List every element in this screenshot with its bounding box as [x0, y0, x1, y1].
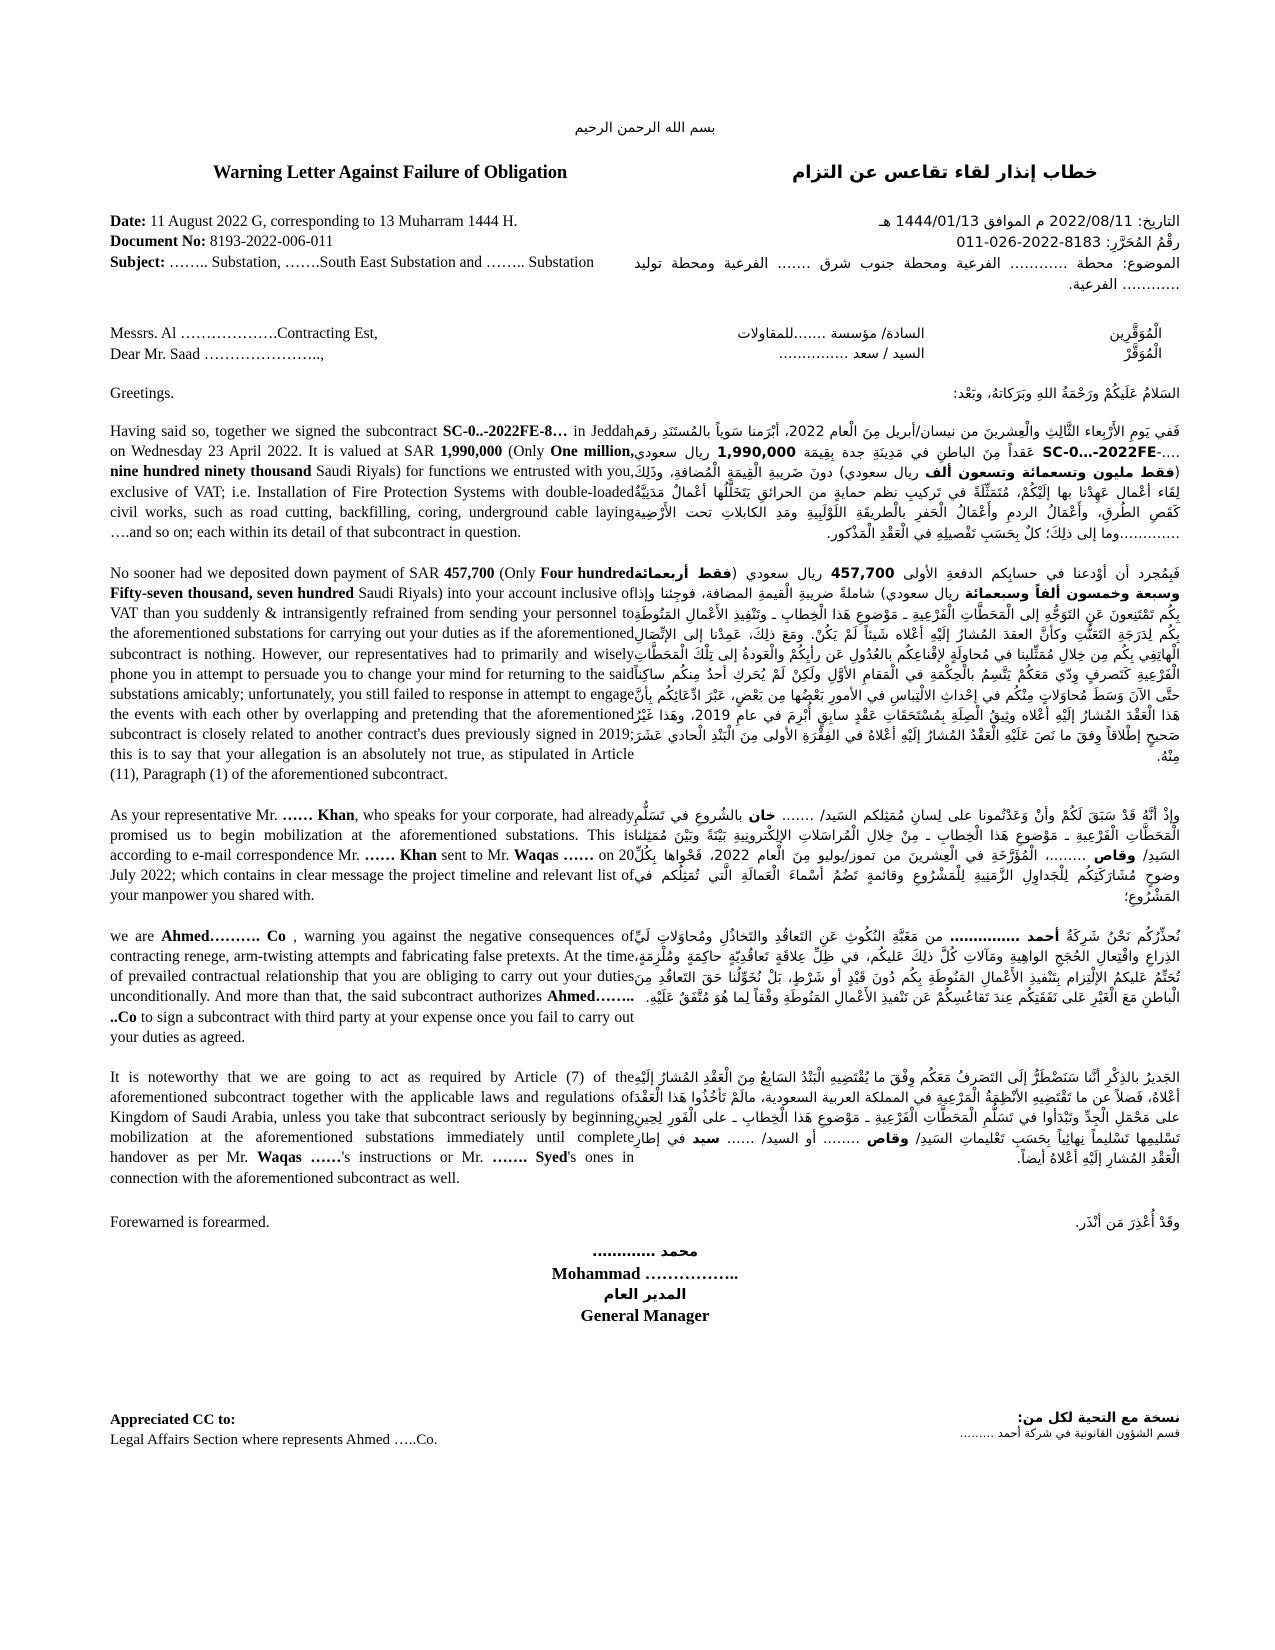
- signature-block: [110, 1243, 1180, 1328]
- dear-line-ar: السيد / سعد ……………: [778, 346, 925, 363]
- paragraph-text-en: As your representative Mr. …… Khan, who speaks for your corporate, had already promised us to begin mobilization at the aforementioned substations. This is according to e-mail correspondence Mr. …… Khan sent to Mr. Waqas …… on 20 July 2022; which contains in clear message the project timeline and relevant list of your manpower you shared with.: [110, 806, 635, 905]
- paragraph-ar: [634, 1068, 1180, 1187]
- document-title-row: [110, 162, 1180, 184]
- paragraph-text-en: Having said so, together we signed the subcontract SC-0..-2022FE-8… in Jeddah on Wednesday 23 April 2022. It is valued at SAR 1,990,000 (Only One million, nine hundred ninety thousand Saudi Riyals) for functions we entrusted with you, exclusive of VAT; i.e. Installation of Fire Protection Systems with double-loaded civil works, such as road cutting, backfilling, coring, underground cable laying ….and so on; each within its detail of that subcontract in question.: [110, 423, 635, 541]
- meta-subject-en: [110, 253, 634, 273]
- addressee-block: [110, 324, 1180, 366]
- paragraph-text-ar: الجَديرُ بالذِكْرِ أنَّنا سَنَضْطَرُّ إلَى التَصَرفُ مَعَكُم وِفْقَ ما يُقْتَضِيهِ الْبَنْدُ السَابِعُ مِنَ الْعَقْدِ المُشارُ إلَيْهِ أعْلاهُ، فَضلاً عن ما تَقْتَضِيهِ الأنْظِمَةُ الْمَرْعِيةِ في المملكة العربية السعودية، مالَمْ تَأخُذُوا هَذا الْعَقْدَ على مَحْمَلِ الْجِدِّ وتَبْدَأوا في تَسَلُّمِ الْمَحَطَّاتِ الْفَرْعِيةِ ـ مَوْضوعِ هَذا الْخِطابِ ـ على الْفَورِ لِحِينِ تَسْليمِها تَسْليماً نِهائِياً بِحَسَبِ تَعْليماتِ السَيدِ/ وقاص …….. أو السيد/ …… سيد في إطارِ الْعَقْدِ المُشارِ إلَيْهِ أعْلاهُ أيضاً.: [634, 1069, 1180, 1168]
- basmala-line: بسم الله الرحمن الرحيم: [574, 120, 716, 136]
- date-value-en: 11 August 2022 G, corresponding to 13 Muharram 1444 H.: [150, 213, 518, 230]
- meta-ar-block: [634, 212, 1180, 296]
- paragraph-en: [110, 422, 634, 561]
- footer-cc-block: [110, 1410, 1180, 1451]
- dear-line-ar-row: [628, 344, 1180, 364]
- greetings-ar: السَلامُ عَلَيكُمْ ورَحْمَةُ اللهِ وبَرَكاتهُ، وبَعْد:: [953, 385, 1180, 402]
- messrs-line-ar: السادة/ مؤسسة …….للمقاولات: [737, 326, 925, 343]
- cc-title-en: Appreciated CC to:: [110, 1411, 236, 1428]
- date-label-en: Date:: [110, 213, 147, 230]
- page-title-ar: خطاب إنذار لقاء تقاعس عن التزام: [792, 162, 1098, 183]
- paragraph-text-ar: وإذْ أنَّهُ قَدْ سَبَقَ لَكُمْ وأنْ وَعَدْتُمونا على لِسانِ مُمَثِلكم السَيد/ ……. خان بالشُروعِ في تَسَلُّمِ الْمَحَطَّاتِ الْفَرْعِيةِ ـ مَوْضوعِ هَذا الْخِطابِ ـ مِنْ خِلالِ الْمُراسَلاتِ الإلِكْترونِيةِ بَيْنَةً وبَيْنَ مُمَثِلنا السَيدِ/ وقاص ……..، الْمُؤَرَّخَةِ في الْعِشرينَ من تموز/يوليو مِنَ الْعام 2022، فَحْواها بِكُلِّ وضوحٍ مُشَارَكَتِكُم لِلْجَداوِلِ الزَّمَنِيةِ لِلْمَشْرُوعِ وقائمةٍ تَضُمُ أسْماءَ الْعَمالَةِ الَّتي تُمَثِلُكم في المَشْرُوعِ؛: [634, 807, 1180, 905]
- paragraph-text-ar: فَبِمُجرد أن أوْدعنا في حسابِكم الدفعةِ الأولى 457,700 ريال سعودي (فقط أربعمائة وسبعة وخمسون ألفاً وسبعمائة ريال سعودي) شاملةً ضريبةِ الْقيمةِ المضافة، فوجِئنا وإذا بِكُم تَمْتَنِعونَ عَنِ التَوَجُّهِ إلى الْمَحَطَّاتِ الْفَرْعِيةِ ـ مَوْضوعِ هَذا الْخِطابِ ـ وتَنْفِيذِ الأَعْمالِ المَنُوطَةِ بِكُم لِدَرَجَةِ التَعَنُّتِ وكأنَّ العقدَ المُشارُ إلَيْهِ أعْلاه شَيئاً لَمْ يَكُنْ. ومَعَ ذلِكَ، عَمِدْنا إلى الإتِّصَالِ الْهاتِفِي بِكُم مِن خِلالِ مُمَثِّلينا في مُحاولَةٍ لإقْناعِكُم بالعُدُولِ عَن رأيِكُمْ والْعَودةُ إلى تِلْكَ الْمَحَطَّاتِ الْفَرْعِيةِ كَتَصرفٍ وِدّي مَعَكُمْ يَتَّسِمُ بالْحِكْمَةِ في الْمَقامِ الأوَّلِ ولَكِنْ لَمْ يُحَركِ أحدٌ مِنكُم ساكِناً حتَّى الآنَ وَسَطَ مُحاوَلاتٍ مِنْكُم في إحْداثِ الالْتِباسِ في الأمورِ بَعْضُها مِن بَعْضٍ، عَبْرَ ادِّعَائِكُم بِأنَّ هَذا الْعَقْدَ المُشارُ إلَيْهِ أعْلاه وثِيقُ الْصِلَةِ بِمُسْتَحَقَاتِ عَقْدٍ سابِقٍ أُبْرِمَ في عامِ 2019، وهَذا غَيْرُ صَحيحٍ إطْلاقاً وِفقَ ما نَصَ عَلَيْهِ الْعَقْدُ المُشارُ إلَيْهِ أعْلاهُ في الفِقْرَةِ الأولى مِنَ الْبَنْدِ الْحادي عَشَرَ مِنْهُ.: [634, 565, 1180, 765]
- cc-title-ar: نسخة مع التحية لكل من:: [1017, 1409, 1180, 1426]
- meta-subject-ar: الموضوع: محطة ………… الفرعية ومحطة جنوب شرق ……. الفرعية ومحطة توليد ………… الفرعية.: [634, 256, 1180, 294]
- meta-en-block: [110, 212, 634, 273]
- paragraph-pair: [110, 806, 1180, 925]
- paragraph-text-en: It is noteworthy that we are going to act as required by Article (7) of the aforementioned subcontract together with the applicable laws and regulations of Kingdom of Saudi Arabia, unless you take that subcontract seriously by beginning mobilization at the aforementioned substations immediately until complete handover as per Mr. Waqas ……'s instructions or Mr. ……. Syed's ones in connection with the aforementioned subcontract as well.: [110, 1068, 635, 1187]
- greetings-en: Greetings.: [110, 384, 175, 402]
- cc-body-en: Legal Affairs Section where represents Ahmed …..Co.: [110, 1431, 438, 1448]
- meta-docno-ar: رقْمُ المُحَرَّرِ: 8183-2022-026-011: [956, 235, 1180, 252]
- page-title-en: Warning Letter Against Failure of Obligation: [212, 163, 568, 183]
- messrs-honorific-ar: الْمُوَقَّرِين: [1109, 326, 1162, 343]
- dear-honorific-ar: الْمُوَقَّرْ: [1124, 346, 1162, 363]
- cc-en: [110, 1410, 670, 1451]
- paragraph-text-ar: فَفي يَومِ الأَرْبِعاء الثَّالِثِ والْعِشرينَ من نيسان/أبريل مِنَ الْعام 2022، أبْرَمنا سَوياً بالمُستَنَدِ رقم ….-SC-0…-2022FE عَقداً مِنَ الباطنِ في مَدِينَةِ جدة بِقِيمَة 1,990,000 ريال سعودي (فقط مليون وتسعمائة وتسعون ألف ريال سعودي) دونَ ضَريبةِ الْقِيمَةِ الْمُضافةِ، وذَلِكَ لِقَاء أعْمال عَهِدْنا بها إلَيْكُمْ، مُتَمَثِّلَةً في تَركيبِ نظم حمايةٍ من الحرائقِ يَتَخَلَّلُها أعْمالٌ مَدَنِيَّةٌ كَقَصِ الطُرقِ، وأَعْمَالُ الردمِ وأَعْمَالُ الْحَفرِ بالْطريقَةِ اللَوْلَبِيةِ ومَدِ الكابلاتِ تحت الأَرْضِية ………….وما إلى ذلِكَ؛ كلٌ بِحَسَبِ تَفْصيلِهِ في الْعَقْدِ الْمَذْكور.: [634, 424, 1181, 542]
- signature-title-ar: المدير العام: [603, 1286, 687, 1303]
- messrs-line-en: Messrs. Al ……………….Contracting Est,: [110, 325, 378, 343]
- paragraph-text-ar: نُحذِّرُكُم نَحْنُ شَرِكَةُ أحمد …………… من مَغَبَّةِ النُكُوثِ عَنِ التَعاقُدِ والتَخاذُلِ ومُحاوَلاتِ لَيِّ الذِراعِ وافْتِعالِ الحُجَجِ الواهِيةِ ومَآلاتِ كُلَّ ذلِكَ عَليكُم، في ظِلِّ عِلاقَةٍ تَعاقُدِيّةٍ حاكِمَةٍ ومُلْزِمَةٍ، تُحَتِّمُ عَليكمُ الإلْتِزام بِتَنْفيذِ الأَعْمالِ المَنُوطَةِ بِكُم دُونَ قَيْدٍ أو شَرْطٍ، بَلْ نُخَوِّلُنا حَقَ التَعاقُدِ مِنَ الْباطنِ مَعَ الْغَيْرِ عَلى نَفَقَتِكُم عِندَ تَقاعُسِكُمْ عَن تَنْفيذِ الأَعْمالِ المَنُوطَةِ وفْقاً لِما هُوَ مُتَّفَقٌ عَلَيْهِ.: [634, 929, 1180, 1006]
- paragraph-ar: [634, 422, 1180, 562]
- paragraph-ar: [634, 564, 1180, 785]
- spacer: [110, 408, 1180, 422]
- messrs-line-ar-row: [628, 324, 1180, 344]
- spacer: [110, 370, 1180, 384]
- greetings-row: [110, 384, 1180, 404]
- meta-date-en: [110, 212, 634, 232]
- cc-ar: [750, 1410, 1180, 1440]
- closing-row: [110, 1213, 1180, 1233]
- cc-body-ar: قسم الشؤون القانونية في شركة أحمد ………: [959, 1425, 1180, 1440]
- dear-line-en: Dear Mr. Saad …………………..,: [110, 345, 324, 363]
- signature-title-en: General Manager: [580, 1306, 710, 1326]
- addressee-ar: [628, 324, 1180, 365]
- subject-label-en: Subject:: [110, 253, 166, 271]
- closing-en: Forewarned is forearmed.: [110, 1213, 270, 1231]
- paragraph-text-en: No sooner had we deposited down payment of SAR 457,700 (Only Four hundred Fifty-seven thousand, seven hundred Saudi Riyals) into your account inclusive of VAT than you suddenly & intransigently refrained from sending your personnel to the aforementioned substations for carrying out your duties as if the aforementioned subcontract is nothing. However, our representatives had to primarily and wisely phone you in attempt to persuade you to change your mind for returning to the said substations amicably; unfortunately, you still failed to response in attempt to engage the events with each other by overlapping and pretending that the aforementioned subcontract is closely related to another contract's dues previously signed in 2019; this is to say that your allegation is an absolutely not true, as stipulated in Article (11), Paragraph (1) of the aforementioned subcontract.: [110, 564, 635, 784]
- signature-name-en: Mohammad ……………..: [551, 1263, 739, 1283]
- docno-value-en: 8193-2022-006-011: [209, 233, 334, 251]
- paragraph-pair: [110, 1068, 1180, 1207]
- paragraph-pair: [110, 422, 1180, 562]
- signature-name-ar: محمد ………….: [591, 1244, 699, 1260]
- docno-label-en: Document No:: [110, 233, 206, 251]
- paragraph-en: [110, 564, 634, 804]
- subject-value-en: …….. Substation, …….South East Substation and …….. Substation: [168, 253, 594, 271]
- paragraph-ar: [634, 806, 1180, 925]
- paragraph-en: [110, 1068, 634, 1207]
- meta-date-ar: التاريخ: 2022/08/11 م الموافق 1444/01/13 هـ: [879, 214, 1180, 230]
- spacer: [110, 300, 1180, 324]
- document-meta: [110, 212, 1180, 296]
- paragraph-en: [110, 927, 634, 1066]
- addressee-en: [110, 324, 628, 366]
- paragraph-pair: [110, 927, 1180, 1066]
- paragraph-ar: [634, 927, 1180, 1026]
- paragraph-text-en: we are Ahmed………. Co , warning you against the negative consequences of contracting renege, arm-twisting attempts and fabricating false pretexts. At the time of prevailed contractual relationship that you are obliging to carry out your duties unconditionally. And more than that, the said subcontract authorizes Ahmed…….. ..Co to sign a subcontract with third party at your expense once you fail to carry out your duties as agreed.: [110, 928, 635, 1046]
- paragraph-en: [110, 806, 634, 925]
- letter-body: [110, 422, 1180, 1207]
- paragraph-pair: [110, 564, 1180, 804]
- closing-ar: وقَدْ أُعْذِرَ مَن أنْذَر.: [1074, 1214, 1180, 1231]
- meta-docno-en: [110, 232, 634, 252]
